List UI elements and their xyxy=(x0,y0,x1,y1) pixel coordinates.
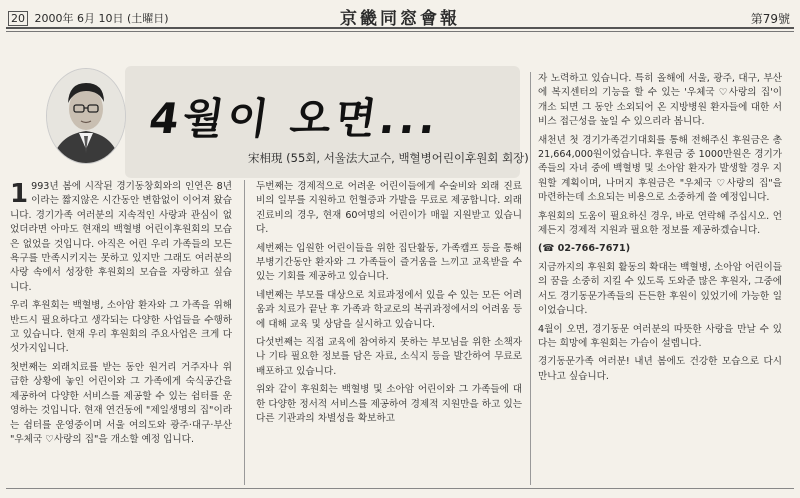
paragraph: 세번째는 입원한 어린이들을 위한 집단활동, 가족캠프 등을 통해 부병기간동안 환자와 그 가족들이 즐거움을 느끼고 교육받을 수 있는 기회를 제공하고 있습니다. xyxy=(256,242,522,283)
drop-cap: 1 xyxy=(10,179,29,209)
article-title: 4월이 오면... xyxy=(146,94,444,143)
paragraph: 1 993년 봄에 시작된 경기동창회와의 인연은 8년이라는 짧지않은 시간동안 변함없이 이어져 왔습니다. 경기가족 여러분의 지속적인 사랑과 관심이 없었더라면 아마도 현재의 백혈병 어린이후원회의 모습은 없었을 것입니다. 아직은 어린 우리 가족들의 모든 욕구를 만족시키지는 못하고 있지만 그래도 여러분의 사랑 속에서 성장한 후원회의 모습을 자랑하고 싶습니다. xyxy=(10,179,232,293)
column-divider xyxy=(530,72,531,485)
article-column-3 xyxy=(538,72,782,388)
article-column-1 xyxy=(10,180,232,451)
paragraph: 첫번째는 외래치료를 받는 동안 원거리 거주자나 위급한 상황에 놓인 어린이와 그 가족에게 숙식공간을 제공하여 다양한 서비스를 제공할 수 있는 쉼터를 운영하는 것입니다. 현재 연건동에 "제일생명의 집"이라는 쉼터를 운영중이며 서울 여의도와 광주·대구·부산 "우체국 ♡사랑의 집"을 개소할 예정 입니다. xyxy=(10,361,232,445)
article-byline: 宋相現 (55회, 서울法大교수, 백혈병어린이후원회 회장) xyxy=(248,151,529,165)
newspaper-name: 京畿同窓會報 xyxy=(340,9,460,29)
column-divider xyxy=(244,180,245,485)
newspaper-header xyxy=(0,0,800,34)
header-rule xyxy=(6,27,794,29)
paragraph: 두번째는 경제적으로 어려운 어린이들에게 수술비와 외래 진료비의 일부를 지원하고 헌혈증과 가발을 무료로 제공합니다. 외래 진료비의 경우, 현재 60여명의 어린이가 매월 지원받고 있습니다. xyxy=(256,181,522,236)
paragraph: 다섯번째는 직접 교육에 참여하지 못하는 부모님을 위한 소책자나 기타 필요한 정보를 담은 자료, 소식지 등을 발간하여 무료로 배포하고 있습니다. xyxy=(256,337,522,377)
paragraph: 우리 후원회는 백혈병, 소아암 환자와 그 가족을 위해 반드시 필요하다고 생각되는 다양한 사업들을 수행하고 있습니다. 현재 우리 후원회의 주요사업은 크게 다섯가지입니다. xyxy=(10,300,232,355)
paragraph: 네번째는 부모를 대상으로 치료과정에서 있을 수 있는 모든 어려움과 치료가 끝난 후 가족과 학교로의 복귀과정에서의 어려움 등에 대해 교육 및 상담을 실시하고 있습니다. xyxy=(256,289,522,330)
paragraph: 자 노력하고 있습니다. 특히 올해에 서울, 광주, 대구, 부산에 복지센터의 기능을 할 수 있는 '우체국 ♡사랑의 집'이 개소 되면 그 동안 소외되어 온 지방병원 환자들에 대한 서비스 접근성을 높일 수 있으리라 봅니다. xyxy=(538,73,782,128)
paragraph: 위와 같이 후원회는 백혈병 및 소아암 어린이와 그 가족들에 대한 다양한 정서적 서비스를 제공하여 경제적 지원만을 하고 있는 다른 기관과의 차별성을 확보하고 xyxy=(256,384,522,425)
paragraph: 새천년 첫 경기가족걷기대회를 통해 전해주신 후원금은 총 21,664,000원이었습니다. 후원금 중 1000만원은 경기가족들의 자녀 중에 백혈병 및 소아암 환자가 발생할 경우 지원할 계획이며, 나머지 후원금은 "우체국 ♡사랑의 집"을 마련하는데 소요되는 비용으로 소중하게 쓸 예정입니다. xyxy=(538,134,782,204)
bottom-rule xyxy=(6,488,794,489)
portrait-photo xyxy=(47,69,125,163)
paragraph: 지금까지의 후원회 활동의 확대는 백혈병, 소아암 어린이들의 꿈을 소중히 지킬 수 있도록 도와준 많은 후원자, 그중에서도 경기동문가족들의 든든한 후원이 있었기에 가능한 일이었습니다. xyxy=(538,261,782,317)
issue-date: 2000年 6月 10日 (土曜日) xyxy=(34,12,169,25)
paragraph: 4월이 오면, 경기동문 여러분의 따뜻한 사랑을 만날 수 있다는 희망에 후원회는 가슴이 설렙니다. xyxy=(538,323,782,349)
author-portrait xyxy=(46,68,126,164)
article-column-2 xyxy=(256,180,522,431)
page-number: 20 xyxy=(8,11,28,26)
issue-number: 第79號 xyxy=(750,12,790,26)
paragraph: 경기동문가족 여러분! 내년 봄에도 건강한 모습으로 다시 만나고 싶습니다. xyxy=(538,356,782,382)
paragraph: 후원회의 도움이 필요하신 경우, 바로 연락해 주십시오. 언제든지 경제적 지원과 필요한 정보를 제공하겠습니다. xyxy=(538,210,782,237)
phone-number: (☎ 02-766-7671) xyxy=(538,243,631,255)
header-rule-thin xyxy=(6,31,794,32)
